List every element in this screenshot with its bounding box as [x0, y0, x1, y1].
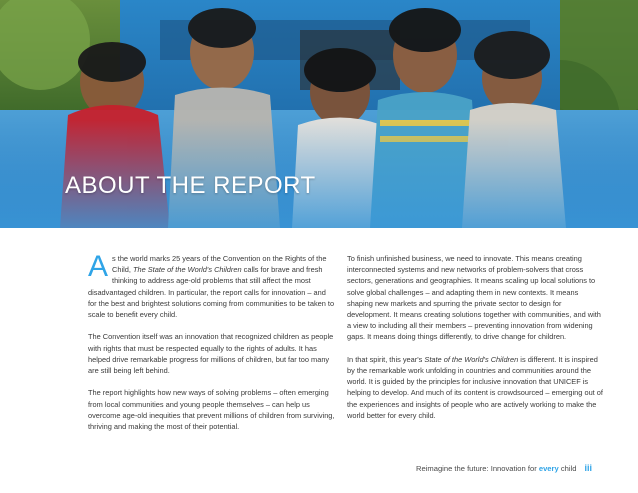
right-column — [347, 253, 605, 432]
intro-text-b: calls for brave and fresh thinking to address age-old problems that still affect the most disadvantaged children. In particular, the report calls for innovation – and for the best and brightest solutions coming from communities to be taken to scale to benefit every child. — [88, 265, 335, 320]
spirit-paragraph — [347, 354, 605, 421]
footer-text-a: Reimagine the future: Innovation for — [416, 464, 539, 473]
innovate-paragraph: To finish unfinished business, we need to innovate. This means creating interconnected systems and new networks of problem-solvers that cross sectors, generations and geographies. It means scaling up local solutions to solve global challenges – and adapting them in new contexts. It means shaping new markets and spurring the private sector to design for development. It means creating solutions together with communities, and with a view to including all their members – preventing innovation from widening gaps. It means doing things differently, to drive change for children. — [347, 254, 601, 342]
page-footer — [416, 463, 626, 473]
report-title-italic-2: State of the World's Children — [424, 354, 519, 364]
intro-text-a: s the world marks 25 years of the Convention on the Rights of the Child, — [112, 254, 327, 275]
convention-paragraph: The Convention itself was an innovation that recognized children as people with rights that must be respected equally to the rights of adults. It has helped drive remarkable progress for millions of children, but far too many are still being left behind. — [88, 332, 334, 376]
page-title: ABOUT THE REPORT — [65, 172, 316, 199]
highlights-paragraph: The report highlights how new ways of solving problems – often emerging from local communities and young people themselves – can help us overcome age-old inequities that prevent millions of children from surviving, thriving and making the most of their potential. — [88, 388, 335, 432]
left-column — [88, 250, 336, 443]
footer-every: every — [538, 464, 559, 473]
report-title-italic: The State of the World's Children — [132, 265, 242, 275]
page-number: iii — [584, 463, 592, 473]
spirit-text-a: In that spirit, this year's — [347, 354, 425, 364]
footer-text-b: child — [558, 464, 577, 473]
dropcap-letter: A — [88, 250, 109, 283]
hero-photo — [0, 0, 638, 228]
spirit-text-b: is different. It is inspired by the remarkable work unfolding in countries and communities around the world. It is guided by the principles for inclusive innovation that UNICEF is helping to develop. And much of its content is crowdsourced – emerging out of the experiences and insights of people who are actively working to make the world better for every child. — [347, 354, 603, 420]
intro-paragraph — [88, 250, 336, 320]
